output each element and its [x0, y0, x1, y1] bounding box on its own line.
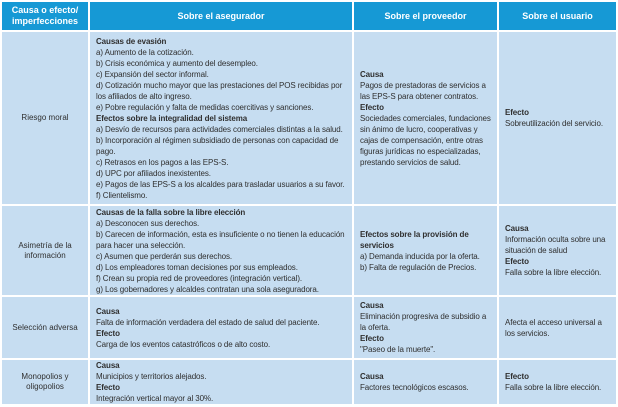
cell-heading: Efecto [96, 383, 120, 392]
row-header-label: Selección adversa [12, 322, 78, 332]
cell-text: f) Crean su propia red de proveedores (integración vertical). [96, 273, 303, 283]
cell-heading: Causa [96, 306, 120, 316]
cell-monopolios-oligopolios-usuario [499, 360, 616, 404]
row-header-asimetria-informacion [2, 206, 88, 295]
row-header-seleccion-adversa [2, 297, 88, 358]
cell-text: b) Crisis económica y aumento del desempleo. [96, 58, 258, 68]
column-header-sobre-el-usuario: Sobre el usuario [499, 2, 616, 30]
cell-riesgo-moral-usuario [499, 32, 616, 204]
cell-text: Información oculta sobre una situación de salud [505, 235, 606, 255]
cell-text: Sociedades comerciales, fundaciones sin ánimo de lucro, cooperativas y cajas de compensación, entre otras figuras jurídicas no especializadas, prestando servicios de salud. [360, 113, 491, 167]
cell-seleccion-adversa-proveedor [354, 297, 497, 358]
cell-text: b) Incorporación al régimen subsidiado de personas con capacidad de pago. [96, 135, 339, 156]
cell-text: b) Carecen de información, esta es insuficiente o no tienen la educación para hacer una selección. [96, 229, 345, 250]
cell-heading: Efectos sobre la integralidad del sistema [96, 113, 248, 123]
cell-asimetria-informacion-usuario [499, 206, 616, 295]
column-header-causa-o-efecto: Causa o efecto/ imperfecciones [2, 2, 88, 30]
cell-text: Factores tecnológicos escasos. [360, 383, 469, 392]
cell-text: a) Desconocen sus derechos. [96, 218, 200, 228]
cell-text: d) Cotización mucho mayor que las prestaciones del POS recibidas por los afiliados de alto ingreso. [96, 80, 343, 101]
cell-text: Pagos de prestadoras de servicios a las EPS-S para obtener contratos. [360, 80, 486, 101]
cell-heading: Causa [505, 224, 529, 233]
cell-heading: Efecto [505, 372, 529, 381]
cell-text: e) Pobre regulación y falta de medidas coercitivas y sanciones. [96, 102, 314, 112]
cell-heading: Causas de evasión [96, 36, 167, 46]
cell-text: Falta de información verdadera del estado de salud del paciente. [96, 317, 320, 327]
cell-text: "Paseo de la muerte". [360, 345, 436, 354]
cell-text: Falla sobre la libre elección. [505, 383, 602, 392]
cell-text: g) Los gobernadores y alcaldes contratan una sola aseguradora. [96, 284, 319, 294]
cell-heading: Efecto [360, 102, 384, 112]
cell-heading: Efecto [96, 328, 120, 338]
cell-riesgo-moral-asegurador [90, 32, 352, 204]
cell-heading: Causa [360, 301, 384, 310]
column-header-sobre-el-asegurador: Sobre el asegurador [90, 2, 352, 30]
row-header-monopolios-oligopolios [2, 360, 88, 404]
cell-heading: Causa [360, 372, 384, 381]
cell-heading: Efecto [505, 108, 529, 117]
cell-text: a) Desvío de recursos para actividades comerciales distintas a la salud. [96, 124, 343, 134]
cell-seleccion-adversa-usuario [499, 297, 616, 358]
cell-text: a) Demanda inducida por la oferta. [360, 251, 480, 261]
cell-heading: Causa [360, 69, 384, 79]
cell-monopolios-oligopolios-proveedor [354, 360, 497, 404]
cell-text: c) Asumen que perderán sus derechos. [96, 251, 233, 261]
cell-text: Afecta el acceso universal a los servicios. [505, 317, 602, 338]
cell-heading: Efecto [360, 334, 384, 343]
cell-text: a) Aumento de la cotización. [96, 47, 194, 57]
cell-text: d) UPC por afiliados inexistentes. [96, 168, 211, 178]
cell-heading: Efecto [505, 257, 529, 266]
cell-heading: Causas de la falla sobre la libre elección [96, 207, 246, 217]
cell-riesgo-moral-proveedor [354, 32, 497, 204]
cell-text: d) Los empleadores toman decisiones por sus empleados. [96, 262, 298, 272]
cell-text: Sobreutilización del servicio. [505, 119, 603, 128]
cell-text: c) Expansión del sector informal. [96, 69, 209, 79]
cell-text: Municipios y territorios alejados. [96, 372, 207, 381]
row-header-label: Riesgo moral [21, 113, 69, 122]
cell-text: c) Retrasos en los pagos a las EPS-S. [96, 157, 229, 167]
cell-asimetria-informacion-asegurador [90, 206, 352, 295]
cell-text: e) Pagos de las EPS-S a los alcaldes para trasladar usuarios a su favor. [96, 179, 345, 189]
cell-text: Carga de los eventos catastróficos o de alto costo. [96, 339, 271, 349]
row-header-riesgo-moral [2, 32, 88, 204]
cell-text: b) Falta de regulación de Precios. [360, 262, 477, 272]
cell-monopolios-oligopolios-asegurador [90, 360, 352, 404]
row-header-label: Monopolios y oligopolios [21, 372, 69, 391]
cell-asimetria-informacion-proveedor [354, 206, 497, 295]
cell-text: f) Clientelismo. [96, 190, 148, 200]
cell-seleccion-adversa-asegurador [90, 297, 352, 358]
column-header-sobre-el-proveedor: Sobre el proveedor [354, 2, 497, 30]
cell-text: Integración vertical mayor al 30%. [96, 394, 214, 403]
cell-heading: Causa [96, 361, 120, 370]
cell-heading: Efectos sobre la provisión de servicios [360, 229, 469, 250]
cell-text: Eliminación progresiva de subsidio a la oferta. [360, 312, 487, 332]
row-header-label: Asimetría de la información [18, 240, 72, 260]
cell-text: Falla sobre la libre elección. [505, 268, 602, 277]
